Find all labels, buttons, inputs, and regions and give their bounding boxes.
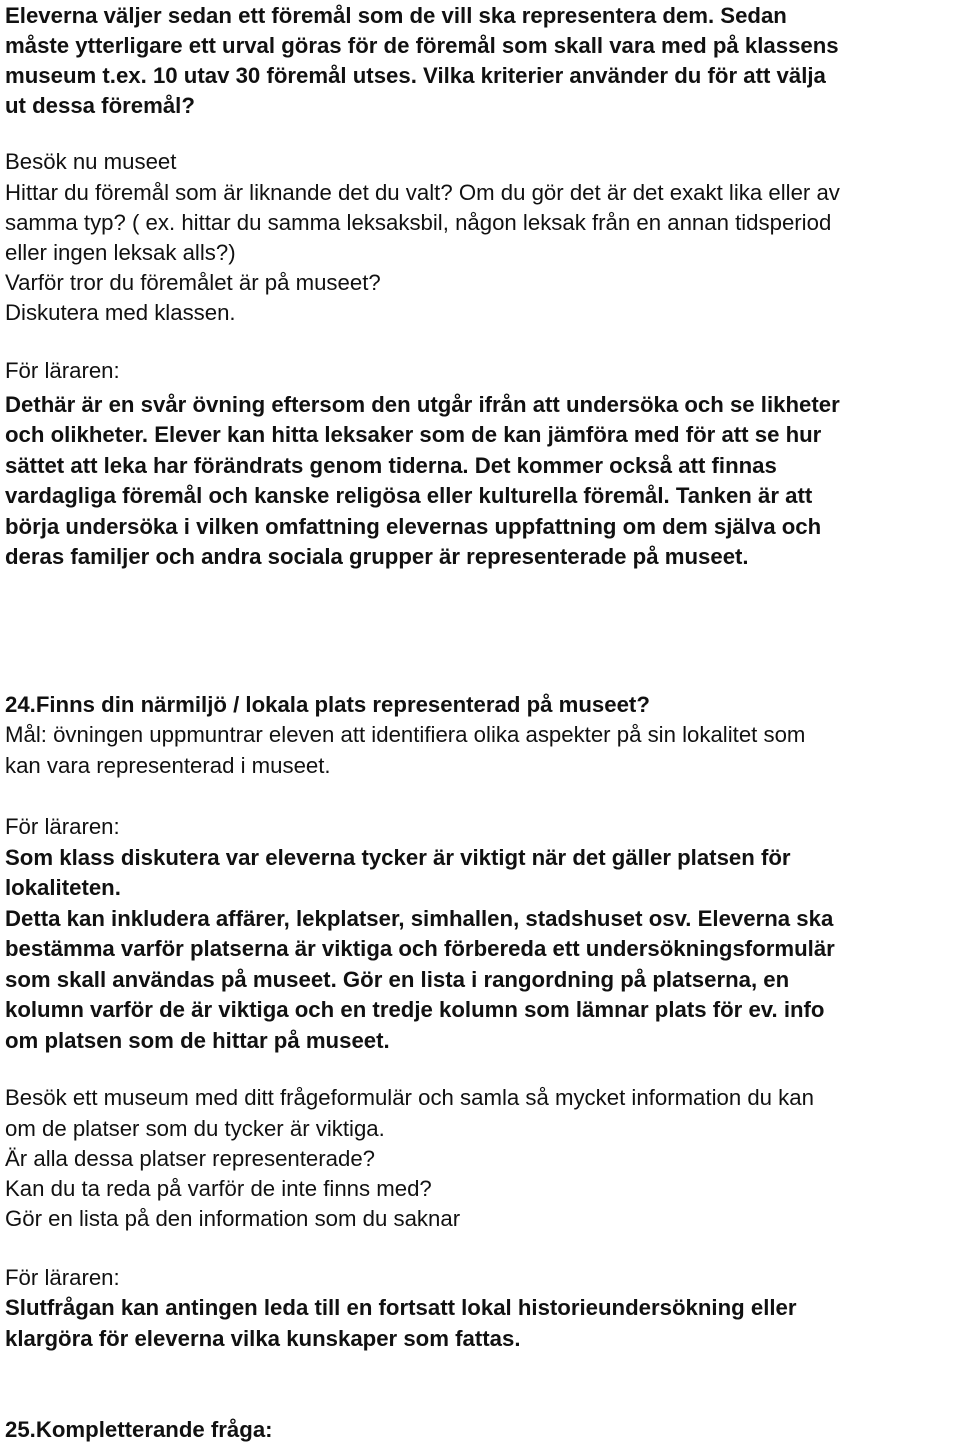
teacher-note-line: sättet att leka har förändrats genom tiderna. Det kommer också att finnas	[5, 453, 777, 478]
intro-line: museum t.ex. 10 utav 30 föremål utses. Vilka kriterier använder du för att välja	[5, 63, 826, 88]
visit-line: Besök nu museet	[5, 149, 177, 174]
teacher-note-line: och olikheter. Elever kan hitta leksaker som de kan jämföra med för att se hur	[5, 422, 822, 447]
intro-line: måste ytterligare ett urval göras för de föremål som skall vara med på klassens	[5, 33, 839, 58]
intro-line: Eleverna väljer sedan ett föremål som de vill ska representera dem. Sedan	[5, 3, 787, 28]
teacher-note-line: om platsen som de hittar på museet.	[5, 1028, 390, 1053]
question-title: 25.Kompletterande fråga:	[5, 1417, 273, 1442]
teacher-heading: För läraren:	[5, 814, 120, 839]
intro-line: ut dessa föremål?	[5, 93, 195, 118]
teacher-note-line: Detta kan inkludera affärer, lekplatser, simhallen, stadshuset osv. Eleverna ska	[5, 906, 834, 931]
visit-line: Diskutera med klassen.	[5, 300, 236, 325]
visit-line: Är alla dessa platser representerade?	[5, 1146, 376, 1171]
visit-line: samma typ? ( ex. hittar du samma leksaksbil, någon leksak från en annan tidsperiod	[5, 210, 832, 235]
teacher-note-line: kolumn varför de är viktiga och en tredje kolumn som lämnar plats för ev. info	[5, 997, 825, 1022]
teacher-heading: För läraren:	[5, 1265, 120, 1290]
teacher-heading: För läraren:	[5, 358, 120, 383]
teacher-note-line: Som klass diskutera var eleverna tycker är viktigt när det gäller platsen för	[5, 845, 791, 870]
visit-line: eller ingen leksak alls?)	[5, 240, 236, 265]
visit-line: Hittar du föremål som är liknande det du valt? Om du gör det är det exakt lika eller av	[5, 180, 840, 205]
teacher-note-line: deras familjer och andra sociala grupper är representerade på museet.	[5, 544, 749, 569]
teacher-note-line: börja undersöka i vilken omfattning elevernas uppfattning om dem själva och	[5, 514, 822, 539]
teacher-note-line: Dethär är en svår övning eftersom den utgår ifrån att undersöka och se likheter	[5, 392, 840, 417]
visit-line: Varför tror du föremålet är på museet?	[5, 270, 381, 295]
teacher-note-line: klargöra för eleverna vilka kunskaper som fattas.	[5, 1326, 521, 1351]
visit-line: Kan du ta reda på varför de inte finns med?	[5, 1176, 432, 1201]
teacher-note-line: Slutfrågan kan antingen leda till en fortsatt lokal historieundersökning eller	[5, 1295, 797, 1320]
goal-line: kan vara representerad i museet.	[5, 753, 331, 778]
visit-line: Gör en lista på den information som du saknar	[5, 1206, 461, 1231]
teacher-note-line: som skall användas på museet. Gör en lista i rangordning på platserna, en	[5, 967, 790, 992]
goal-line: Mål: övningen uppmuntrar eleven att identifiera olika aspekter på sin lokalitet som	[5, 722, 806, 747]
question-title: 24.Finns din närmiljö / lokala plats representerad på museet?	[5, 692, 650, 717]
teacher-note-line: vardagliga föremål och kanske religösa eller kulturella föremål. Tanken är att	[5, 483, 813, 508]
teacher-note-line: lokaliteten.	[5, 875, 121, 900]
teacher-note-line: bestämma varför platserna är viktiga och förbereda ett undersökningsformulär	[5, 936, 835, 961]
visit-line: om de platser som du tycker är viktiga.	[5, 1116, 385, 1141]
visit-line: Besök ett museum med ditt frågeformulär och samla så mycket information du kan	[5, 1085, 814, 1110]
